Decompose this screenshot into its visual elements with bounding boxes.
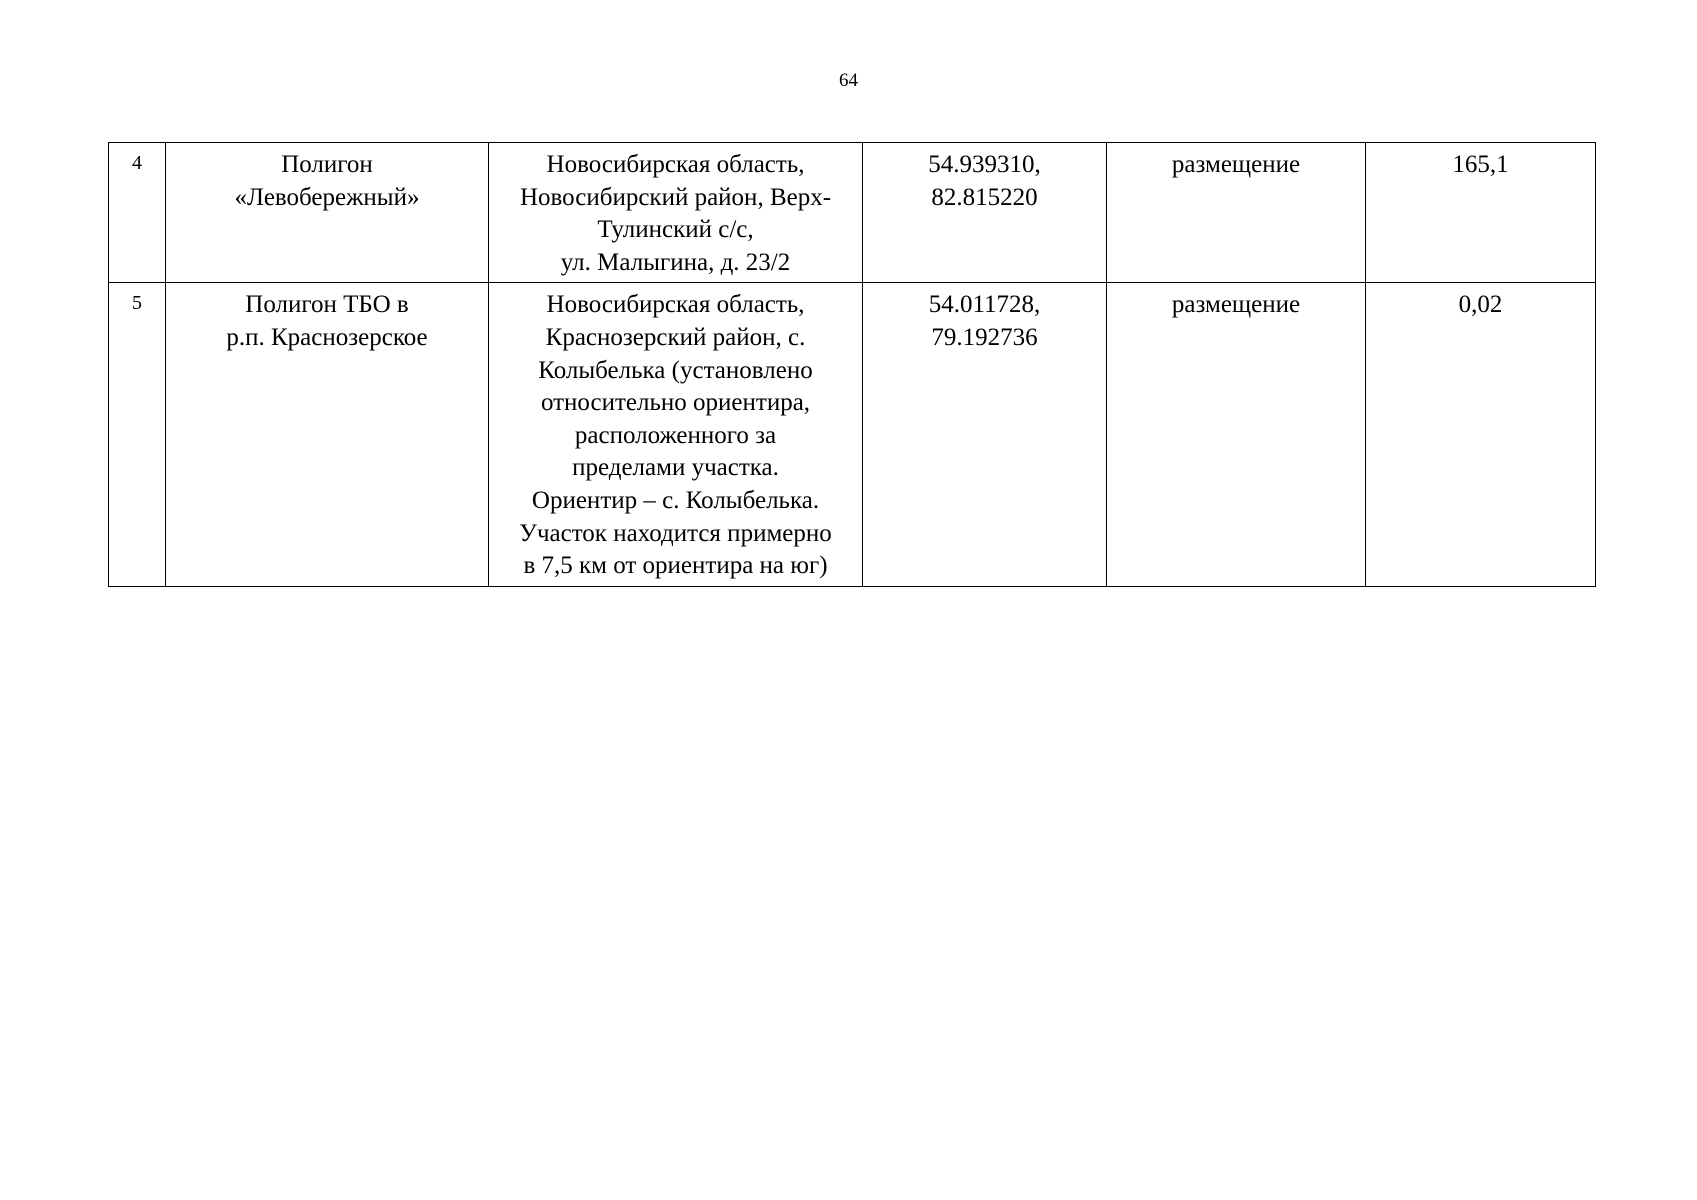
- object-value: 0,02: [1366, 283, 1596, 586]
- address-line: Новосибирская область,: [546, 151, 805, 178]
- longitude: 79.192736: [931, 323, 1038, 351]
- address-line: расположенного за: [574, 421, 777, 449]
- object-value: 165,1: [1366, 143, 1596, 283]
- row-number: 4: [109, 143, 166, 283]
- address-line: в 7,5 км от ориентира на юг): [523, 552, 828, 580]
- landfill-table: [108, 142, 1596, 587]
- object-coordinates: [863, 143, 1107, 283]
- object-purpose: размещение: [1107, 143, 1366, 283]
- address-line: пределами участка.: [572, 454, 779, 482]
- table-row: [109, 143, 1596, 283]
- object-name-line: Полигон: [281, 151, 373, 178]
- object-purpose: размещение: [1107, 283, 1366, 586]
- row-number: 5: [109, 283, 166, 586]
- table-row: [109, 283, 1596, 586]
- address-line: Новосибирский район, Верх-: [519, 183, 832, 211]
- object-name: [166, 143, 489, 283]
- object-name-line: Полигон ТБО в: [245, 291, 409, 319]
- object-address: [489, 143, 863, 283]
- object-address: [489, 283, 863, 586]
- object-name: [166, 283, 489, 586]
- address-line: Колыбелька (установлено: [538, 356, 813, 384]
- page-number: 64: [839, 70, 858, 91]
- latitude: 54.011728,: [928, 291, 1041, 319]
- object-name-line: р.п. Краснозерское: [226, 323, 428, 351]
- object-name-line: «Левобережный»: [234, 183, 420, 211]
- address-line: ул. Малыгина, д. 23/2: [560, 248, 791, 276]
- object-coordinates: [863, 283, 1107, 586]
- address-line: Тулинский с/с,: [597, 216, 754, 244]
- latitude: 54.939310,: [928, 151, 1041, 178]
- address-line: Участок находится примерно: [519, 519, 832, 547]
- longitude: 82.815220: [931, 183, 1038, 211]
- address-line: относительно ориентира,: [540, 389, 811, 417]
- address-line: Краснозерский район, с.: [545, 323, 806, 351]
- address-line: Ориентир – с. Колыбелька.: [531, 486, 820, 514]
- address-line: Новосибирская область,: [546, 291, 805, 319]
